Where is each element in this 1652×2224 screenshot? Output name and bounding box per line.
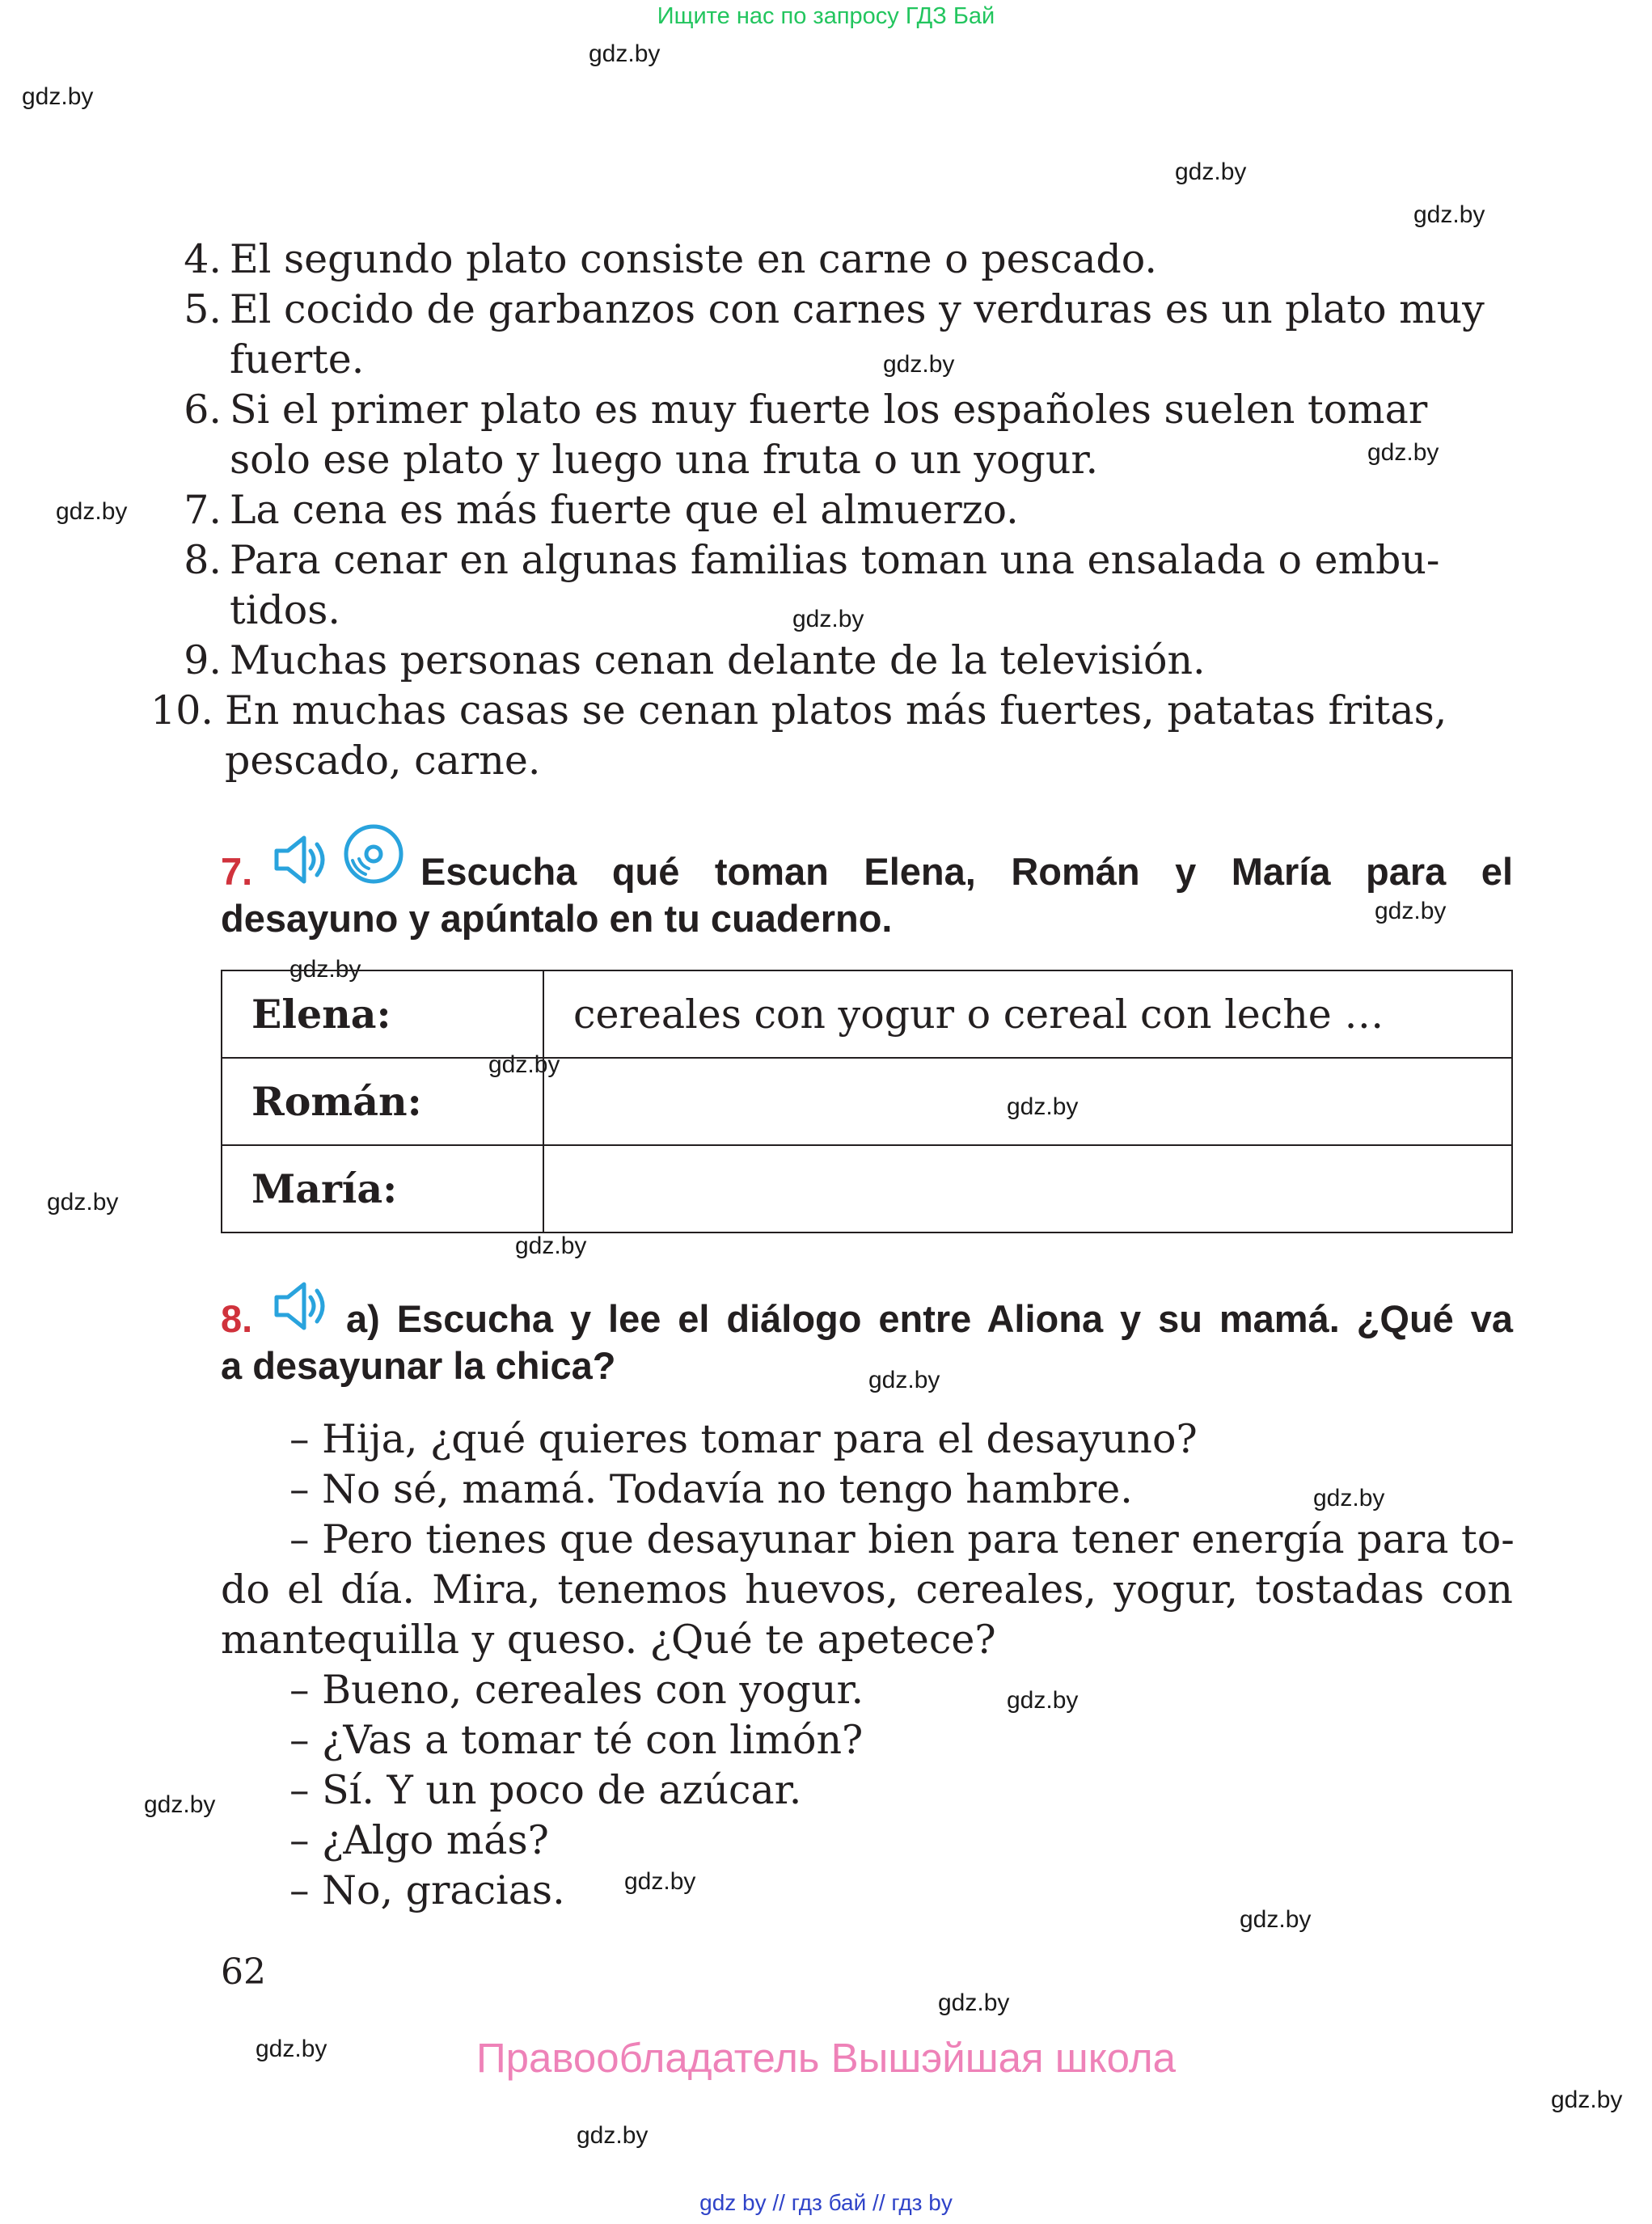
watermark: gdz.by bbox=[1367, 439, 1439, 466]
watermark: gdz.by bbox=[488, 1051, 560, 1078]
dialog-line: – ¿Vas a tomar té con limón? bbox=[289, 1717, 864, 1763]
table-value-cell bbox=[543, 1145, 1512, 1233]
page-number: 62 bbox=[221, 1951, 266, 1993]
list-item-text: El segundo plato consiste en carne o pescado. bbox=[230, 236, 1158, 282]
watermark: gdz.by bbox=[868, 1367, 940, 1393]
exercise-instruction: a desayunar la chica? bbox=[221, 1344, 616, 1387]
speaker-icon[interactable] bbox=[272, 833, 330, 890]
dialog-line: – ¿Algo más? bbox=[289, 1817, 549, 1863]
table-row bbox=[222, 1058, 1512, 1145]
footer-links[interactable]: gdz by // гдз бай // гдз by bbox=[699, 2190, 953, 2215]
cd-disc-icon[interactable] bbox=[343, 823, 404, 888]
watermark: gdz.by bbox=[1375, 898, 1447, 924]
watermark: gdz.by bbox=[1175, 159, 1247, 185]
answer-table bbox=[221, 970, 1513, 1233]
table-value-cell: cereales con yogur o cereal con leche … bbox=[543, 970, 1512, 1058]
watermark: gdz.by bbox=[883, 351, 955, 378]
watermark: gdz.by bbox=[577, 2122, 649, 2149]
list-item-number: 8. bbox=[184, 537, 222, 583]
top-banner[interactable]: Ищите нас по запросу ГДЗ Бай bbox=[657, 3, 995, 29]
dialog-line: do el día. Mira, tenemos huevos, cereales, yogur, tostadas con bbox=[221, 1567, 1513, 1613]
list-item-text: En muchas casas se cenan platos más fuertes, patatas fritas, bbox=[225, 687, 1447, 734]
list-item-number: 7. bbox=[184, 487, 222, 533]
list-item-number: 4. bbox=[184, 236, 222, 282]
exercise-instruction: Escucha qué toman Elena, Román y María para el bbox=[420, 850, 1513, 893]
exercise-number: 8. bbox=[221, 1297, 253, 1340]
speaker-icon[interactable] bbox=[272, 1279, 330, 1336]
watermark: gdz.by bbox=[1240, 1906, 1312, 1933]
list-item-text: Para cenar en algunas familias toman una ensalada o embu- bbox=[230, 537, 1440, 583]
table-row bbox=[222, 1145, 1512, 1233]
table-name-cell: María: bbox=[222, 1145, 543, 1233]
watermark: gdz.by bbox=[589, 40, 661, 67]
watermark: gdz.by bbox=[624, 1868, 696, 1895]
list-item-number: 6. bbox=[184, 387, 222, 433]
exercise-number: 7. bbox=[221, 850, 253, 893]
watermark: gdz.by bbox=[1313, 1485, 1385, 1512]
table-value-cell bbox=[543, 1058, 1512, 1145]
table-name-cell: Román: bbox=[222, 1058, 543, 1145]
watermark: gdz.by bbox=[56, 498, 128, 525]
table-row bbox=[222, 970, 1512, 1058]
list-item-number: 9. bbox=[184, 637, 222, 683]
dialog-line: mantequilla y queso. ¿Qué te apetece? bbox=[221, 1617, 996, 1663]
list-item-number: 10. bbox=[150, 687, 213, 734]
watermark: gdz.by bbox=[515, 1233, 587, 1259]
watermark: gdz.by bbox=[289, 956, 361, 983]
list-item-text: Muchas personas cenan delante de la televisión. bbox=[230, 637, 1206, 683]
list-item-text: solo ese plato y luego una fruta o un yogur. bbox=[230, 437, 1099, 483]
dialog-line: – Pero tienes que desayunar bien para tener energía para to- bbox=[289, 1516, 1515, 1562]
watermark: gdz.by bbox=[1551, 2087, 1623, 2113]
watermark: gdz.by bbox=[144, 1791, 216, 1818]
list-item-text: Si el primer plato es muy fuerte los españoles suelen tomar bbox=[230, 387, 1428, 433]
watermark: gdz.by bbox=[1007, 1093, 1079, 1120]
list-item-number: 5. bbox=[184, 286, 222, 332]
list-item-text: La cena es más fuerte que el almuerzo. bbox=[230, 487, 1019, 533]
exercise-instruction: desayuno y apúntalo en tu cuaderno. bbox=[221, 897, 893, 940]
watermark: gdz.by bbox=[47, 1189, 119, 1216]
list-item-text: tidos. bbox=[230, 587, 340, 633]
copyright-notice: Правообладатель Вышэйшая школа bbox=[476, 2035, 1176, 2081]
table-name-cell: Elena: bbox=[222, 970, 543, 1058]
list-item-text: fuerte. bbox=[230, 336, 365, 383]
dialog-line: – Hija, ¿qué quieres tomar para el desayuno? bbox=[289, 1416, 1198, 1462]
watermark: gdz.by bbox=[1413, 201, 1485, 228]
watermark: gdz.by bbox=[938, 1989, 1010, 2016]
dialog-line: – Bueno, cereales con yogur. bbox=[289, 1667, 864, 1713]
watermark: gdz.by bbox=[22, 83, 94, 110]
dialog-line: – Sí. Y un poco de azúcar. bbox=[289, 1767, 802, 1813]
watermark: gdz.by bbox=[256, 2036, 327, 2062]
watermark: gdz.by bbox=[1007, 1687, 1079, 1714]
watermark: gdz.by bbox=[792, 606, 864, 632]
list-item-text: pescado, carne. bbox=[225, 738, 541, 784]
dialog-line: – No sé, mamá. Todavía no tengo hambre. bbox=[289, 1466, 1133, 1512]
exercise-instruction: a) Escucha y lee el diálogo entre Aliona y su mamá. ¿Qué va bbox=[346, 1297, 1513, 1340]
list-item-text: El cocido de garbanzos con carnes y verduras es un plato muy bbox=[230, 286, 1485, 332]
dialog-line: – No, gracias. bbox=[289, 1867, 565, 1913]
